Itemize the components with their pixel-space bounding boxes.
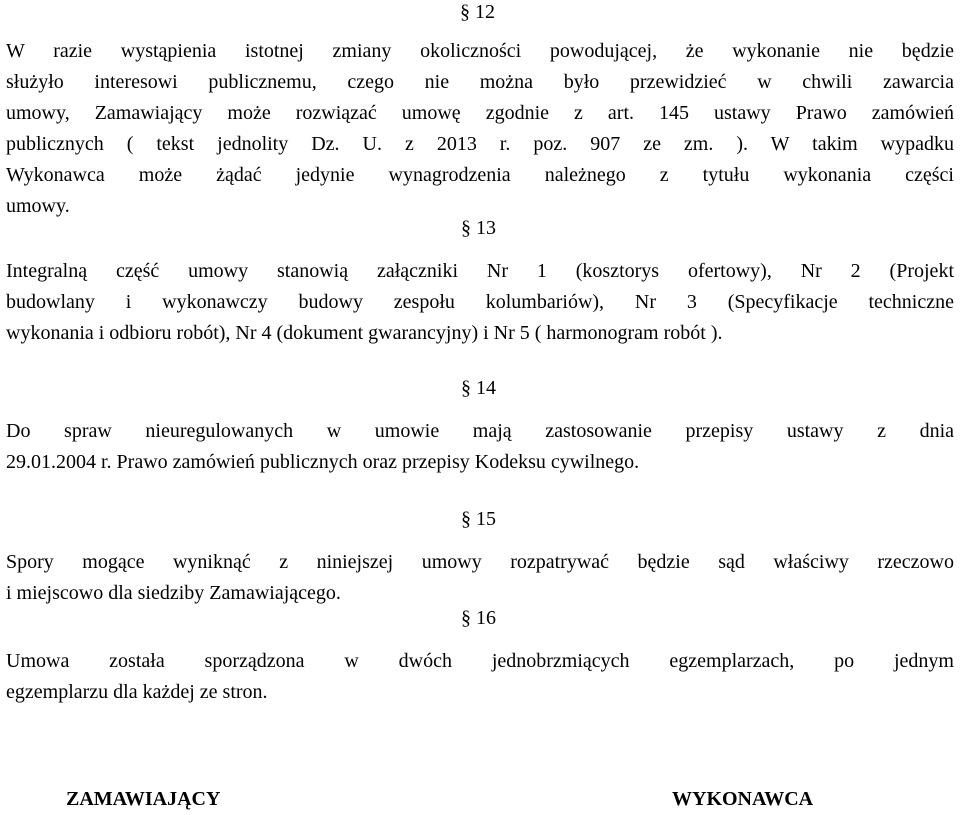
section-heading-15: § 15: [461, 508, 496, 530]
text-line: W razie wystąpienia istotnej zmiany okoliczności powodującej, że wykonanie nie będzie: [6, 40, 954, 62]
text-line: umowy, Zamawiający może rozwiązać umowę zgodnie z art. 145 ustawy Prawo zamówień: [6, 102, 954, 124]
section-text-12: [6, 36, 954, 222]
signature-label-contractor: WYKONAWCA: [672, 788, 814, 810]
text-line: Do spraw nieuregulowanych w umowie mają zastosowanie przepisy ustawy z dnia: [6, 420, 954, 442]
text-line: Wykonawca może żądać jedynie wynagrodzenia należnego z tytułu wykonania części: [6, 164, 954, 186]
section-text-13: [6, 256, 954, 349]
signature-label-contracting-party: ZAMAWIAJĄCY: [66, 788, 221, 810]
text-line: służyło interesowi publicznemu, czego nie można było przewidzieć w chwili zawarcia: [6, 71, 954, 93]
section-heading-14: § 14: [461, 377, 496, 399]
section-text-15: [6, 547, 954, 609]
section-heading-13: § 13: [461, 217, 496, 239]
section-heading-12: § 12: [460, 1, 495, 23]
text-line: Umowa została sporządzona w dwóch jednobrzmiących egzemplarzach, po jednym: [6, 650, 954, 672]
text-line: umowy.: [6, 195, 70, 217]
text-line: i miejscowo dla siedziby Zamawiającego.: [6, 582, 341, 604]
text-line: wykonania i odbioru robót), Nr 4 (dokument gwarancyjny) i Nr 5 ( harmonogram robót ).: [6, 322, 723, 344]
text-line: egzemplarzu dla każdej ze stron.: [6, 681, 268, 703]
text-line: 29.01.2004 r. Prawo zamówień publicznych oraz przepisy Kodeksu cywilnego.: [6, 451, 640, 473]
section-heading-16: § 16: [461, 607, 496, 629]
text-line: Integralną część umowy stanowią załączniki Nr 1 (kosztorys ofertowy), Nr 2 (Projekt: [6, 260, 954, 282]
section-text-14: [6, 416, 954, 478]
section-text-16: [6, 646, 954, 708]
text-line: Spory mogące wyniknąć z niniejszej umowy rozpatrywać będzie sąd właściwy rzeczowo: [6, 551, 954, 573]
text-line: budowlany i wykonawczy budowy zespołu kolumbariów), Nr 3 (Specyfikacje techniczne: [6, 291, 954, 313]
text-line: publicznych ( tekst jednolity Dz. U. z 2013 r. poz. 907 ze zm. ). W takim wypadku: [6, 133, 954, 155]
